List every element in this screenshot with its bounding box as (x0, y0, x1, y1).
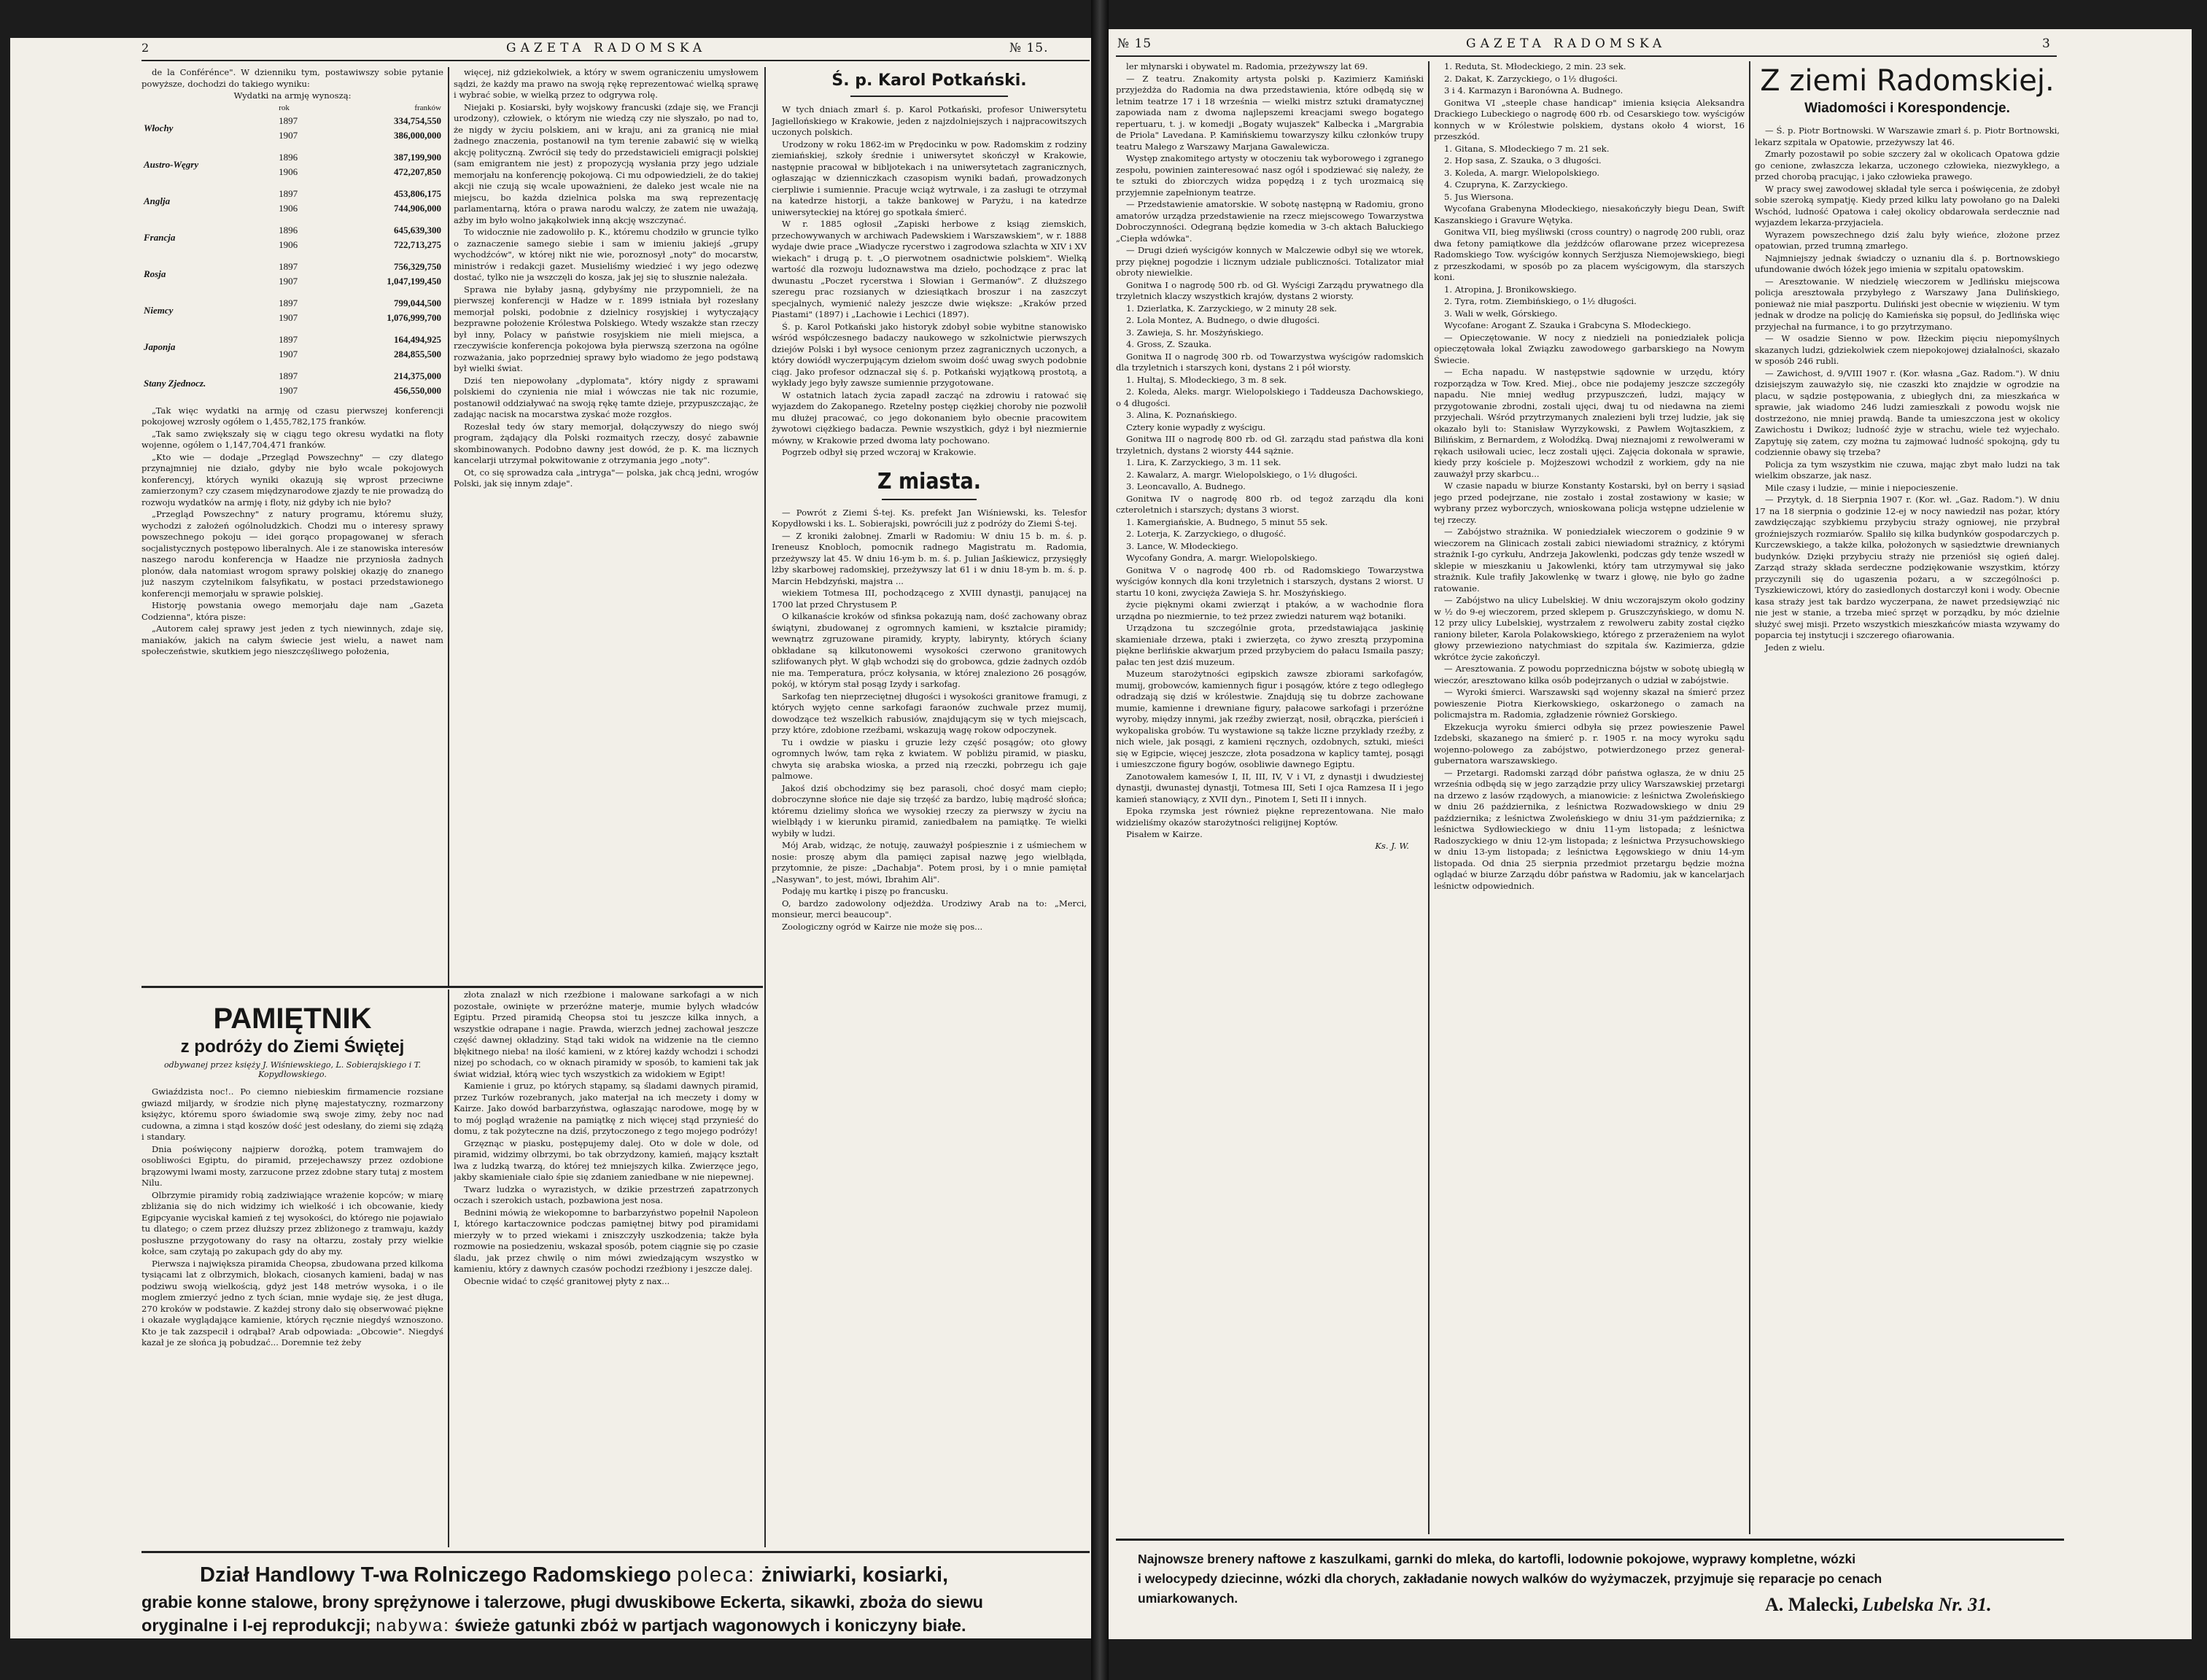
paragraph: W r. 1885 ogłosił „Zapiski herbowe z ksiąg ziemskich, przechowywanych w archiwach Padewskiem i Warszawskiem", w r. 1888 wydaje dwie prace „Wiadycze rycerstwo i zagrodowa szlachta w XIV i XV wiekach" i drugą p. t. „O pierwotnem osadnictwie polskiem". Wielką wartość dla rozwoju ludoznawstwa ma dzieło, pochodzące z prac lat dwunastu „Poczet rycerstwa i Słowian i Germanów". Z dłuższego szeregu prac rozsianych w dziesiątkach broszur i na zaszczyt specjalnych, wymienić należy jeszcze dwie większe: „Kraków przed Piastami" (1897) i „Lachowie i Lechici (1897). (772, 219, 1087, 319)
paragraph: 1. Lira, K. Zarzyckiego, 3 m. 11 sek. (1126, 457, 1281, 467)
page-number: 2 (141, 41, 150, 55)
ad-text: żniwiarki, kosiarki, (761, 1563, 949, 1587)
paragraph: de la Conférénce". W dzienniku tym, postawiwszy sobie pytanie powyższe, dochodzi do takiego wyniku: (141, 67, 443, 89)
year-cell: 1897 (279, 370, 298, 381)
column-rule (1428, 61, 1430, 1534)
table-row (141, 114, 443, 128)
paragraph: Gonitwa IV o nagrodę 800 rb. od tegoż zarządu dla koni czteroletnich i starszych; dystans 3 wiorst. (1116, 493, 1424, 515)
paragraph: Najmniejszy jednak świadczy o uznaniu dla ś. p. Bortnowskiego ufundowanie dwóch łóżek jego imienia w szpitalu opatowskim. (1755, 252, 2060, 274)
paragraph: Gonitwa I o nagrodę 500 rb. od Gł. Wyścigi Zarządu prywatnego dla trzyletnich klaczy wszystkich krajów, dystans 2 wiorsty. (1116, 279, 1424, 301)
column-rule (1749, 61, 1750, 1534)
paragraph: Wyrazem powszechnego dziś żalu były wieńce, złożone przez opatowian, przed trumną zmarłego. (1755, 229, 2060, 251)
left-page (10, 38, 1091, 1638)
column-rule (764, 67, 766, 1547)
paragraph: Urodzony w roku 1862-im w Prędocinku w pow. Radomskim z rodziny ziemiańskiej, szkoły średnie i uniwersytet skończył w Krakowie, następnie pracował w bibljotekach i na uniwersytetach zagranicznych, ogłaszając w dzienniczkach czasopism wyniki badań, prowadzonych cierpliwie i sumiennie. Pracuje wciąż wytrwale, i za zasługi te otrzymał na katedrze historji, a także bankowej w Paryżu, i na katedrze uniwersyteckiej na której go spotkała śmierć. (772, 139, 1087, 217)
amount-cell: 472,207,850 (394, 166, 441, 177)
paragraph: — Zawichost, d. 9/VIII 1907 r. (Kor. własna „Gaz. Radom."). W dniu dzisiejszym zauważyło się, nie czaszki kto znajdzie w ogrodzie na placu, w sądzie postępowania, z ubiegłych dni, za mieszkańca w sprawie, jak wiadomo 246 ludzi zamieszkali z powodu wojsk nie dostrzeżono, nie mniej prawdą. Bande ta umieszczona jest w okolicy Zawichostu i Dwikoz; ludność żyje w strachu, wiele też wyjechało. Zapytuję się zatem, czy można tu zajmować ludność spokojną, gdy tu codziennie obawy się trzeba? (1755, 368, 2060, 457)
year-cell: 1907 (279, 384, 298, 396)
paragraph: Podaję mu kartkę i piszę po francusku. (782, 886, 949, 896)
paragraph: Pogrzeb odbył się przed wczoraj w Krakowie. (782, 447, 977, 457)
paragraph: 4. Gross, Z. Szauka. (1126, 339, 1212, 349)
year-cell: 1907 (279, 129, 298, 141)
column-2 (454, 67, 759, 979)
column-text (1116, 61, 1424, 841)
header-rule (1116, 55, 2057, 57)
column-text (454, 67, 759, 490)
paragraph: Rozesłał tedy ów stary memorjał, dołączywszy do niego swój program, żądający dla Polski rozmaitych rzeczy, dosyć zabawnie skombinowanych. Podobno dawny jest dowód, że p. K. ma licznych kancelarji utrzymał pokwitowanie z otrzymania jego „noty". (454, 421, 759, 465)
paragraph: Twarz ludzka o wyrazistych, w dzikie przestrzeń zapatrzonych oczach i szerokich ustach, pozbawiona jest nosa. (454, 1183, 759, 1205)
year-cell: 1897 (279, 114, 298, 126)
amount-cell: 722,713,275 (394, 238, 441, 250)
ad-label: nabywa: (376, 1616, 450, 1635)
ad-text: grabie konne stalowe, brony sprężynowe i talerzowe, pługi dwuskibowe Eckerta, sikawki, zboża do siewu (141, 1592, 983, 1611)
column-2 (1434, 61, 1745, 1534)
paragraph: Muzeum starożytności egipskich zawsze zbiorami sarkofagów, mumij, grobowców, kamiennych figur i posągów, które z tego odległego odradzają się dziś w królestwie. Znajdują się tu dobrze zachowane mumie, kamienne i drewniane figury, pałacowe sarkofagi i przeróżne wyroby, między innymi, jak rzeźby zwierząt, nosił, obrączka, pierścień i wykopaliska grobów. Tu wystawione są także liczne przyklady rzeźby, z nich wiele, jak posągi, z kamieni ręcznych, ozdobnych, sztuki, mieści się w Egipcie, więcej jeszcze, złota posadzona w kaplicy tamtej, posągi i umieszczone figury bogów, osobliwie dawnego Egiptu. (1116, 669, 1424, 769)
paragraph: — Powrót z Ziemi Ś-tej. Ks. prefekt Jan Wiśniewski, ks. Telesfor Kopydłowski i ks. L. Sobierajski, powrócili już z podróży do Ziemi Ś-tej. (772, 507, 1087, 529)
paragraph: 3. Wali w wełk, Górskiego. (1444, 308, 1558, 319)
amount-cell: 453,806,175 (394, 187, 441, 199)
year-cell: 1907 (279, 311, 298, 323)
amount-cell: 799,044,500 (394, 297, 441, 308)
country-cell: Rosja (144, 268, 166, 279)
paragraph: — Aresztowanie. W niedzielę wieczorem w Jedlińsku miejscowa policja aresztowała przybyłego z Warszawy Jana Dulińskiego, ponieważ nie miał paszportu. Duliński jest obecnie w więzieniu. W tym jednak w drodze na policję do Kamieńska się popsuł, do Jedlińska więc przyjechał na furmance, i to go przytrzymano. (1755, 276, 2060, 332)
paragraph: — Wyroki śmierci. Warszawski sąd wojenny skazał na śmierć przez powieszenie Piotra Kierkowskiego, oskarżonego o zamach na policmajstra m. Radomia, zgładzenie również Gorskiego. (1434, 687, 1745, 720)
column-text (141, 405, 443, 658)
country-cell: Japonja (144, 341, 176, 352)
ad-rule (141, 1551, 1090, 1553)
country-cell: Anglja (144, 195, 171, 206)
pamietnik-column-1 (141, 989, 443, 1547)
paragraph: wiekiem Totmesa III, pochodzącego z XVIII dynastji, panującej na 1700 lat przed Chrystusem P. (772, 588, 1087, 610)
paragraph: Cztery konie wypadły z wyścigu. (1126, 421, 1266, 432)
paragraph: W ostatnich latach życia zapadł zacząć na zdrowiu i ratować się wyjazdem do Zakopanego. Rzetelny postęp ciężkiej choroby nie pozwolił mu dłużej pracować, co jego dokonaniem było obecnie pracowitem żywotowi ciężkiego badacza. Pewnie wszystkich, gdyż i był niezmiernie mówny, w Krakowie przed dwoma laty pochowano. (772, 389, 1087, 446)
paragraph: Olbrzymie piramidy robią zadziwiające wrażenie kopców; w miarę zbliżania się do nich widzimy ich wielkość i ich obcowanie, kiedy Egipcyanie wyciskał kamień z tej wysokości, do którego nie pojawiało tu dlatego; o czem przez dłuższy przez zbliżonego z tramwaju, każdy posłuszne przygotowany do rasy na ołtarzu, zostały przy wielkie kołce, sam czytają po zakupach gdy do aby my. (141, 1189, 443, 1256)
signature: Ks. J. W. (1375, 840, 1409, 851)
column-text (454, 989, 759, 1287)
table-row (141, 329, 443, 347)
paragraph: Grzęznąc w piasku, postępujemy dalej. Oto w dole w dole, od piramid, widzimy olbrzymi, bo tak obrzydzony, kamień, mający kształt lwa z ludzką twarzą, do której też mniejszych kilka. Zwierzęce jego, jakby skamieniałe ciało śpie się zdaniem zaniedbane w nie niepewnej. (454, 1138, 759, 1182)
amount-cell: 334,754,550 (394, 114, 441, 126)
paragraph: „Tak samo zwiększały się w ciągu tego okresu wydatki na floty wojenne, ogółem o 1,147,704,471 franków. (141, 428, 443, 450)
paragraph: — Ś. p. Piotr Bortnowski. W Warszawie zmarł ś. p. Piotr Bortnowski, lekarz szpitala w Opatowie, przeżywszy lat 46. (1755, 125, 2060, 147)
paragraph: Tu i owdzie w piasku i gruzie leży część posągów; oto głowy ogromnych lwów, tam ręka z kwiatem. W pobliżu piramid, w piasku, chwyta się arabska wioska, a przed nią rzeczki, pobrzegu ich gaje palmowe. (772, 736, 1087, 781)
paragraph: Ot, co się sprowadza cała „intryga"— polska, jak chcą jedni, wrogów Polski, jak się innym zdaje". (454, 467, 759, 489)
column-1 (1116, 61, 1424, 1534)
column-rule (448, 989, 449, 1547)
paragraph: Bednini mówią że wiekopomne to barbarzyństwo popełnił Napoleon I, którego kartaczownice podczas pamiętnej bitwy pod piramidami mierzyły w to przed wiekami i zniszczyły uszkodzenia; także była rozmowie na posiedzeniu, wskazał sposób, potem ciągnie się po czasie śladu, jak przez chwilę o nim mówi zwiedzającym wszystko w kamieniu, który z dawnych czasów pochodzi rzeźbiony i jeszcze dalej. (454, 1207, 759, 1274)
pamietnik-column-2 (454, 989, 759, 1547)
column-text (1755, 125, 2060, 653)
paragraph: Dziś ten niepowołany „dyplomata", który nigdy z sprawami polskiemi do czynienia nie miał i wówczas nie tak nic rozumie, postanowił oddziaływać na swoją rękę tamte dzieje, przypuszczając, że zadając nacisk na mocarstwa zyskać może rozgłos. (454, 375, 759, 419)
paragraph: — Aresztowania. Z powodu poprzedniczna bójstw w sobotę ubiegłą w wieczór, aresztowano kilka osób podejrzanych o udział w zabójstwie. (1434, 664, 1745, 685)
paragraph: — Zabójstwo strażnika. W poniedziałek wieczorem o godzinie 9 w wieczorem na Glinicach zostali zabici niewiadomi strażnicy, z którymi strażnik I-go cyrkułu, Andrzeja Jakowlenki, podczas gdy tenże wszedł w sklepie w mieszkaniu u Jakowlenki, który tam utrzymywał się jako strażnik. Kule trafiły Jakowlenkę w twarz i głowę, nie było go żadne ratowanie. (1434, 526, 1745, 594)
paragraph: — W osadzie Sienno w pow. Iłżeckim pięciu niepomyślnych skazanych ludzi, gdziekolwiek czem niepokojowej działalności, skazało w sposób 246 rubli. (1755, 333, 2060, 366)
advertisement-left (200, 1563, 948, 1587)
ad-text: Najnowsze brenery naftowe z kaszulkami, garnki do mleka, do kartofli, lodownie pokojowe, wyprawy kompletne, wózki (1138, 1552, 1856, 1566)
paragraph: Urządzona tu szczególnie grota, przedstawiająca jaskinię skamieniałe drzewa, ptaki i zwierzęta, co żywo zresztą przypomina piękne berlińskie akwarjum przed przybyciem do pałacu Ismaila paszy; pałac ten jest dziś muzeum. (1116, 623, 1424, 667)
paragraph: Historję powstania owego memorjału daje nam „Gazeta Codzienna", która pisze: (141, 600, 443, 622)
paragraph: Gonitwa VII, bieg myśliwski (cross country) o nagrodę 200 rubli, oraz dwa fetony pamiątkowe dla jeźdźców oflarowane przez wiceprezesa Radomskiego Tow. wyścigów konnych Serżjusza Niemojewskiego, biegi z przeszkodami, w sposób po za placem wyścigowym, dla starszych koni. (1434, 227, 1745, 282)
paragraph: Dnia poświęcony najpierw dorożką, potem tramwajem do osobliwości Egiptu, do piramid, przejechawszy przez ozdobione brązowymi lwami mosty, zarzucone przez zdobne stary tutaj z mostem Nilu. (141, 1143, 443, 1188)
amount-cell: 645,639,300 (394, 224, 441, 236)
paragraph: — Echa napadu. W następstwie sądownie w urzędu, który rozporządza w Tow. Kred. Miej., obce nie podajemy jeszcze szczegóły napadu. Nie mniej według przypuszczeń, ludzi, mający w przygotowanie zbrodni, zostali ujęci, dwaj tu od niedawna na ziemi przyjechali. Wśród przytrzymanych znalezieni byli trzej ludzie, jak się okazało byli to: Stanisław Wyrzykowski, z Pawłem Wojtaszkiem, z Bilińskim, z Bernardem, z Wołodźką. Dwaj nieznajomi z rewolwerami w rękach usiłowali uciec, lecz zostali ujęci. Zajęcia dokonała w sprawie, kiedy przy kościele p. Mojżeszowi wchodził z workiem, gdy na nie zauważył przy skarbcu... (1434, 367, 1745, 479)
header-rule (141, 60, 1090, 61)
right-page (1109, 29, 2192, 1639)
ad-rule (1116, 1539, 2064, 1541)
amount-cell: 386,000,000 (394, 129, 441, 141)
column-rule (448, 67, 449, 986)
paragraph: W pracy swej zawodowej składał tyle serca i poświęcenia, że zdobył sobie szeroką sympatję. Kiedy przed kilku laty powołano go na Daleki Wschód, ludność Opatowa i całej okolicy obdarowała serdecznie nad wyjazdem lekarza-przyjaciela. (1755, 183, 2060, 228)
table-row (141, 292, 443, 311)
paragraph: 3. Alina, K. Poznańskiego. (1126, 410, 1238, 420)
column-3 (772, 67, 1087, 1547)
paragraph: Pisałem w Kairze. (1126, 829, 1203, 839)
year-cell: 1897 (279, 333, 298, 345)
paragraph: „Autorem całej sprawy jest jeden z tych niewinnych, zdaje się, maniaków, jakich na całym świecie jest wielu, a nawet nam społeczeństwie, skutkiem jego nieszczęśliwego położenia, (141, 623, 443, 656)
paragraph: W tych dniach zmarł ś. p. Karol Potkański, profesor Uniwersytetu Jagiellońskiego w Krakowie, jeden z najzdolniejszych i najpracowitszych uczonych polskich. (772, 104, 1087, 137)
year-cell: 1907 (279, 275, 298, 287)
column-text (1434, 61, 1745, 892)
section-title-z-miasta: Z miasta. (877, 468, 981, 494)
year-cell: 1906 (279, 202, 298, 214)
paragraph: Sprawa nie byłaby jasną, gdybyśmy nie przypomnieli, że na pierwszej konferencji w Hadze w r. 1899 istniała był rozesłany memorjał polski, podobnie z dzielnicy rosyjskiej i wytyczający bezprawne położenie Królestwa Polskiego. Wtedy wszakże stan rzeczy był inny, Polacy w państwie rosyjskiem nie mieli miejsca, a rzeczywiście konferencja pokojowa była pierwszą szerzona na ogólne rozważania, jako poprzedniej sprawy było wiadomo że jego podstawą był wielki świat. (454, 284, 759, 373)
table-row (141, 256, 443, 274)
issue-number: № 15 (1117, 36, 1152, 51)
paragraph: 4. Czuprynа, K. Zarzyckiego. (1444, 179, 1568, 190)
paragraph: O, bardzo zadowolony odjeżdża. Urodziwy Arab na to: „Merci, monsieur, merci beaucoup". (772, 898, 1087, 919)
page-number: 3 (2042, 36, 2051, 51)
paragraph: Gwiaździsta noc!.. Po ciemno niebieskim firmamencie rozsiane gwiazd miljardy, w środzie nich płynę majestatyczny, rozmarzony księżyc, któremu sporo świadomie swą swoje zimy, żeby noc nad cudowna, a zimna i stąd koszów dość jest odesłany, do ziemi się zdążą i standary. (141, 1086, 443, 1142)
amount-cell: 456,550,000 (394, 384, 441, 396)
running-head: GAZETA RADOMSKA (1466, 36, 1667, 51)
amount-cell: 756,329,750 (394, 260, 441, 272)
table-row (141, 219, 443, 238)
issue-number: № 15. (1009, 41, 1049, 55)
year-cell: 1906 (279, 166, 298, 177)
paragraph: 2. Loterja, K. Zarzyckiego, o długość. (1126, 529, 1287, 539)
year-cell: 1906 (279, 238, 298, 250)
paragraph: Zoologiczny ogród w Kairze nie może się pos... (782, 921, 983, 932)
paragraph: Ekzekucja wyroku śmierci odbyła się przez powieszenie Pawel Izdebski, skazanego na śmierć p. r. 1905 r. na mocy wyroku sądu wojenno-polowego za zabójstwo, potwierdzonego przez generał-gubernatora warszawskiego. (1434, 721, 1745, 766)
paragraph: ler młynarski i obywatel m. Radomia, przeżywszy lat 69. (1126, 61, 1368, 71)
ad-company: Dział Handlowy T-wa Rolniczego Radomskiego (200, 1563, 672, 1587)
paragraph: 1. Kamergiańskie, A. Budnego, 5 minut 55 sek. (1126, 516, 1328, 527)
paragraph: Mile czasy i ludzie, — minie i niepocieszenie. (1765, 482, 1958, 493)
table-row (141, 147, 443, 165)
paragraph: Wycofane: Arogant Z. Szauka i Grabcyna S. Młodeckiego. (1444, 320, 1691, 330)
column-text (772, 508, 1087, 933)
military-spending-table (141, 102, 443, 405)
paragraph: 1. Reduta, St. Młodeckiego, 2 min. 23 sek. (1444, 61, 1626, 71)
paragraph: 3. Leoncavallo, A. Budnego. (1126, 481, 1246, 491)
paragraph: Niejaki p. Kosiarski, były wojskowy francuski (zdaje się, we Francji urodzony), człowiek, o którym nie wiedzą czy nie słyszało, po nad to, że nigdy w życiu polskiem, ani w kraju, ani za granicą nie miał żadnego znaczenia, postanowił na tym terenie zabawić się w wielką akcję polityczną. Zwrócił się tedy do przedstawicieli emigracji polskiej (sam emigrantem nie jest) z propozycją wysłania przy jego udziale memorjału na konferencję pokojową. Ci mu odpowiedzieli, że do takiej akcji nie czują się wcale upoważnieni, że daleko jest wcale nie na miejscu, bo każda dzielnica polska ma swą reprezentację parlamentarną, która o prawa narodu walczy, że zatem nie uważają, ażby im było wolno jakąkolwiek inną akcję wszczynać. (454, 101, 759, 225)
year-cell: 1896 (279, 151, 298, 163)
year-cell: 1907 (279, 348, 298, 359)
country-cell: Niemcy (144, 304, 174, 316)
paragraph: — Przedstawienie amatorskie. W sobotę następną w Radomiu, grono amatorów urządza przedstawienie na rzecz miejscowego Towarzystwa Dobroczynności. Odegraną będzie komedia w 3-ch aktach Bałuckiego „Ciepła wdówka". (1116, 199, 1424, 244)
paragraph: — Z kroniki żałobnej. Zmarli w Radomiu: W dniu 15 b. m. ś. p. Ireneusz Knobloch, pomocnik radnego Magistratu m. Radomia, przeżywszy lat 45. W dniu 16-ym b. m. ś. p. Julian Jaśkiewicz, przysięgły lżby skarbowej radomskiej, przeżywszy lat 61 i w dniu 18-ym b. m. ś. p. Marcin Hebdzyński, majstra ... (772, 530, 1087, 586)
paragraph: Gonitwa II o nagrodę 300 rb. od Towarzystwa wyścigów radomskich dla trzyletnich i starszych koni, dystans 2 i pół wiorsty. (1116, 351, 1424, 373)
amount-cell: 744,906,000 (394, 202, 441, 214)
ad-text: i welocypedy dziecinne, wózki dla chorych, zakładanie nowych walków do wyżymaczek, przyjmuje się reparacje po cenach (1138, 1571, 1882, 1586)
paragraph: 3. Lance, W. Młodeckiego. (1126, 540, 1238, 551)
paragraph: O kilkanaście kroków od sfinksa pokazują nam, dość zachowany obraz świątyni, zbudowanej z ogromnych kamieni, w kształcie piramidy; wewnątrz zgruzowane piramidy, krypty, labirynty, których ściany obkładane są kilkutonowemi wysokości czerwono granitowych szlifowanych płyt. W głąb wchodzi się do grobowca, gdzie żadnych ozdób nie ma. Temperatura, prócz kołysania, w której znaleziono 26 posągów, pokój, w którym stał posąg Izydy i sarkofag. (772, 611, 1087, 689)
title-rule (882, 499, 977, 500)
country-cell: Stany Zjednocz. (144, 377, 206, 389)
amount-cell: 214,375,000 (394, 370, 441, 381)
paragraph: Jeden z wielu. (1765, 642, 1826, 653)
advertisement-left-body (141, 1592, 983, 1636)
paragraph: 3 i 4. Karmazyn i Baronówna A. Budnego. (1444, 85, 1624, 96)
paragraph: — Drugi dzień wyścigów konnych w Malczewie odbył się we wtorek, przy pięknej pogodzie i licznym udziale publiczności. Totalizator miał obroty niewielkie. (1116, 245, 1424, 278)
paragraph: Policja za tym wszystkim nie czuwa, mając zbyt mało ludzi na tak wielkim obszarze, jak nasz. (1755, 459, 2060, 481)
paragraph: 5. Jus Wiersona. (1444, 191, 1514, 202)
country-cell: Austro-Węgry (144, 158, 199, 170)
advertiser-address: Lubelska Nr. 31. (1861, 1594, 1992, 1615)
paragraph: 3. Koleda, A. margr. Wielopolskiego. (1444, 167, 1600, 178)
paragraph: Obecnie widać to część granitowej płyty z nax... (464, 1275, 670, 1286)
table-row (141, 365, 443, 384)
paragraph: Zmarły pozostawił po sobie szczery żal w okolicach Opatowa gdzie go cenione, zwłaszcza lekarza, uczonego człowieka, niezwykłego, a przed chorobą pracując, i jako człowieka prawego. (1755, 149, 2060, 182)
paragraph: Gonitwa VI „steeple chase handicap" imienia księcia Aleksandra Drackiego Lubeckiego o nagrodę 600 rb. od Cesarskiego tow. wyścigów konnych w w Królestwie polskiem, dystans około 4 wiorst, 16 przeszkód. (1434, 97, 1745, 141)
paragraph: — Z teatru. Znakomity artysta polski p. Kazimierz Kamiński przyjeżdża do Radomia na dwa przedstawienia, które odbędą się w letnim teatrze 17 i 18 września — wielki mistrz sztuki dramatycznej zapowiada nam z dwoma najlepszemi kreacjami swego bogatego repertuaru, t. j. w komedji „Bogaty wujaszek" Kalbecka i „Margrabia de Priola" Lavedana. P. Kamińskiemu towarzyszy kilku członków trupy teatru Małego z Warszawy Marjana Gawalewicza. (1116, 73, 1424, 152)
paragraph: Gonitwa III o nagrodę 800 rb. od Gł. zarządu stad państwa dla koni trzyletnich, dystans 2 wiorsty 444 sążnie. (1116, 434, 1424, 456)
amount-cell: 284,855,500 (394, 348, 441, 359)
paragraph: Mój Arab, widząc, że notuję, zauważył pośpiesznie i z uśmiechem w nosie: proszę abym dla pamięci zapisał nazwę jego wielbłąda, przytomnie, że pisze: „Dachabja". Potem prosi, by i o mnie pamiętał „Nasywan", to jest, mówi, Ibrahim Ali". (772, 840, 1087, 884)
amount-cell: 164,494,925 (394, 333, 441, 345)
paragraph: Kamienie i gruz, po których stąpamy, są śladami dawnych piramid, przez Turków rozebranych, jako materjał na ich meczety i domy w Kairze. Jako dowód barbarzyństwa, ogłaszając narodowe, mogę by w to mój pogląd wrażenie na pamiątkę z nich więcej stąd przynieść do domu, z tak pożyteczne na dziś, przytoczonego z tego mojego podróży! (454, 1081, 759, 1136)
paragraph: 2. Dakat, K. Zarzyckiego, o 1½ długości. (1444, 73, 1618, 84)
paragraph: 3. Zawieja, S. hr. Mosżyńskiego. (1126, 327, 1264, 338)
advertiser (1765, 1594, 1992, 1616)
table-row (141, 183, 443, 201)
table-header-francs: franków (414, 103, 441, 112)
paragraph: — Przetargi. Radomski zarząd dóbr państwa ogłasza, że w dniu 25 września odbędą się w jego zarządzie przy ulicy Warszawskiej przetargi na drzewo z lasów rządowych, a mianowicie: z leśnictwa Zwoleńskiego w dniu 26 października, z leśnictwa Rozwadowskiego w dniu 29 października; z leśnictwa Zwoleńskiego w dniu 31-ym października; z leśnictwa Sydłowieckiego w dniu 11-ym listopada; z leśnictwa Radoszyckiego w dniu 12-ym listopada; z leśnictwa Przysuchowskiego w dniu 13-ym listopada; z leśnictwa Łęgowskiego w dniu 14-ym listopada. Od dnia 25 sierpnia przedmiot przetargu będzie można oglądać w biurze Zarządu dóbr państwa w Radomiu, jak w kancelarjach leśnictw odpowiednich. (1434, 767, 1745, 891)
paragraph: Zanotowałem kamesów I, II, III, IV, V i VI, z dynastji i dwudziestej dynastji, dwunastej dynastji, Totmesa III, Seti I ojca Ramzesa II i jego kamień stanowiący, z XVII dyn., Pinotem I, Seti II i innych. (1116, 771, 1424, 804)
column-stats (141, 67, 443, 979)
paragraph: więcej, niż gdziekolwiek, a który w swem ograniczeniu umysłowem sądzi, że każdy ma prawo na swoją rękę reprezentować wielką sprawę i wybrać sobie, w wielką przez to odgrywa rolę. (454, 67, 759, 100)
paragraph: Pierwsza i największa piramida Cheopsa, zbudowana przed kilkoma tysiącami lat z olbrzymich, blokach, ciosanych kamieni, badaj w nas podziwu swoją wielkością, gdyż jest 148 metrów wysoka, i o ile moglem zmierzyć jedno z tych ścian, mnie wydaje się, że jest długa, 270 kroków w podstawie. Z każdej strony dało się obserwować piękne i okazałe wyglądające kamienie, których ręcznie niegdyś wznoszono. Kto je tak zazspecił i odrąbał? Arab odpowiada: „Obcowie". Niegdyś kazał je ze słońca ją pobudzać... Doremnie też żeby (141, 1258, 443, 1348)
paragraph: 2. Kawalarz, A. margr. Wielopolskiego, o 1½ długości. (1126, 469, 1358, 480)
page-gutter (1091, 0, 1109, 1680)
paragraph: Wydatki na armję wynoszą: (233, 90, 352, 101)
column-3 (1755, 61, 2060, 1534)
year-cell: 1897 (279, 187, 298, 199)
section-subtitle: Wiadomości i Korespondencje. (1804, 101, 2010, 116)
ad-text: oryginalne i I-ej reprodukcji; (141, 1616, 371, 1635)
paragraph: „Przegląd Powszechny" z natury programu, któremu służy, wychodzi z założeń ogólnoludzkich. Chodzi mu o interesy sprawy powszechnego pokoju — idei gorąco propagowanej w sferach socjalistycznych postępowo liberalnych. Ale i ze stanowiska interesów naszego narodu konferencja w Haadze nie przyniosła żadnych plonów, dała natomiast wrogom sprawy polskiej okazję do znanego już naszym czytelnikom falsyfikatu, w postaci przedstawionego konferencji memorjału w sprawie polskiej. (141, 509, 443, 599)
pamietnik-byline: odbywanej przez księży J. Wiśniewskiego, L. Sobierajskiego i T. Kopydłowskiego. (164, 1060, 421, 1079)
paragraph: 2. Lola Montez, A. Budnego, o dwie długości. (1126, 315, 1320, 325)
country-cell: Francja (144, 231, 176, 243)
paragraph: „Kto wie — dodaje „Przegląd Powszechny" — czy dlatego przynajmniej nie działo, gdyby nie było wcale pokojowych konferencyj, których wyniki okazują się wprost przeciwne zamierzonym? czy czasem międzynarodowe zjazdy te nie prowadzą do rozwoju wydatków na armję i floty, niż gdyby ich nie było? (141, 451, 443, 508)
paragraph: W czasie napadu w biurze Konstanty Kostarski, był on berry i sąsiad jego przed podejrzane, nie zostało i został zostawiony w kasie; w wybrany przez wyborczych, wnioskowana policja wstępne udzielenie w tej rzeczy. (1434, 481, 1745, 525)
amount-cell: 1,076,999,700 (387, 311, 441, 323)
advertiser-name: A. Malecki, (1765, 1594, 1858, 1615)
ad-text: umiarkowanych. (1138, 1591, 1238, 1606)
ad-text: świeże gatunki zbóż w partjach wagonowych i koniczyny białe. (454, 1616, 966, 1635)
paragraph: Sarkofag ten nieprzeciętnej długości i wysokości granitowe framugi, z których wyjęto cenne sarkofagi faraonów zuchwale przez mumij, dowodzące też wszelkich rabusiów, znajdującym się w tych miejscach, przy które, zdobione rzeźbami, wskazują wagę rokow odpoczynek. (772, 691, 1087, 735)
table-header-row (141, 102, 443, 114)
pamietnik-subtitle: z podróży do Ziemi Świętej (180, 1037, 405, 1057)
paragraph: 1. Hultaj, S. Młodeckiego, 3 m. 8 sek. (1126, 374, 1287, 385)
paragraph: 1. Atropina, J. Bronikowskiego. (1444, 284, 1577, 295)
title-rule (850, 96, 1008, 97)
section-title-z-ziemi-radomskiej: Z ziemi Radomskiej. (1760, 64, 2055, 98)
year-cell: 1897 (279, 260, 298, 272)
column-text (141, 1086, 443, 1349)
paragraph: „Tak więc wydatki na armję od czasu pierwszej konferencji pokojowej wzrosły ogółem o 1,455,782,175 franków. (141, 405, 443, 427)
paragraph: Ś. p. Karol Potkański jako historyk zdobył sobie wybitne stanowisko wśród współczesnego badaczy naukowego w szkolnictwie pierwszych dziejów Polski i był wysoce cenionym przez zagranicznych uczonych, a który dowiódł wyczerpującym dziełom swoim dość uwag swych podobnie ciąg. Jako profesor odznaczał się ś. p. Potkański wyjątkową prostotą, a wykłady jego były zawsze sumiennie przygotowane. (772, 321, 1087, 388)
year-cell: 1896 (279, 224, 298, 236)
paragraph: 1. Gitana, S. Młodeckiego 7 m. 21 sek. (1444, 143, 1610, 154)
paragraph: 1. Dzierlatka, K. Zarzyckiego, w 2 minuty 28 sek. (1126, 303, 1338, 314)
section-rule (141, 986, 763, 988)
paragraph: Wycofany Gondra, A. margr. Wielopolskiego. (1126, 553, 1318, 563)
obituary-title: Ś. p. Karol Potkański. (831, 71, 1027, 90)
amount-cell: 1,047,199,450 (387, 275, 441, 287)
paragraph: Wycofana Grabenyna Młodeckiego, niesakończyły biegu Dean, Swift Kaszanskiego i Gravure Wętyka. (1434, 203, 1745, 225)
paragraph: To widocznie nie zadowoliło p. K., któremu chodziło w gruncie tylko o zaznaczenie samego siebie i sam w imieniu jakiejś „grupy wychodźców", w której nikt nie wie, poroznosył „noty" do mocarstw, ministrów i redakcji gazet. Musieliśmy wiedzieć i wy jego odezwę dostać, tylko nie ja wszczęli do kosza, jak jej się to słusznie należała. (454, 227, 759, 282)
paragraph: złota znalazł w nich rzeźbione i malowane sarkofagi a w nich pozostałe, owinięte w przeróżne materje, mumie bylych władców Egiptu. Przed piramidą Cheopsa stoi tu jeszcze kilka innych, a wszystkie odrapane i nagie. Prawda, wierzch jednej zachował jeszcze część dawnej okładziny. Stąd taki widok na widzenie na tle ciemno błękitnego nieba! na ilość kamieni, w z której każdy wchodzi i schodzi nizej po schodach, co w oknach piramidy w sposób, to kamieni tak jak świat widział, którą wiec tych wszystkich za widokiem w Egipt! (454, 989, 759, 1079)
paragraph: Gonitwa V o nagrodę 400 rb. od Radomskiego Towarzystwa wyścigów konnych dla koni trzyletnich i starszych, dystans 2 wiorst. U startu 10 koni, zwycięża Zawieja S. hr. Mosżyńskiego. (1116, 564, 1424, 598)
paragraph: Epoka rzymska jest również piękne reprezentowana. Nie mało widzieliśmy okazów starożytności religijnej Koptów. (1116, 806, 1424, 828)
running-head: GAZETA RADOMSKA (506, 41, 707, 55)
paragraph: Jakoś dziś obchodzimy się bez parasoli, choć dosyć mam ciepło; dobroczynne słońce nie daje się trzęść za bardzo, lubię mądrość słońca; któremu dzielimy słońca we wysokiej rzeczy za pierwszy w życiu na wielbłądy i w kierunku piramid, zaniedbałem na pamiątkę. Te wielki wybiły w ludzi. (772, 782, 1087, 839)
paragraph: — Zabójstwo na ulicy Lubelskiej. W dniu wczorajszym około godziny w ½ do 9-ej wieczorem, przed sklepem p. Gruszczyńskiego, w domu N. 12 przy ulicy Lubelskiej, wystrzałem z rewolweru zabity został ciężko raniony bileter, Karola Polakowskiego, którego z przerażeniem na wylot głowy przewieziono natychmiast do szpitala św. Kazimierza, gdzie wkrótce życie zakończył. (1434, 595, 1745, 662)
paragraph: — Przytyk, d. 18 Sierpnia 1907 r. (Kor. wł. „Gaz. Radom."). W dniu 17 na 18 sierpnia o godzinie 12-ej w nocy nawiedził nas pożar, który zawdzięczając szybkiemu przybyciu straży ogniowej, nie przybrał groźniejszych rozmiarów. Spaliło się kilka budynków gospodarczych p. Kurczewskiego, a także kilka, położonych w sąsiedztwie drewnianych budynków. Dzięki przybyciu straży nie przeniósł się ogień dalej. Zarząd straży składa serdeczne podziękowanie wszystkim, którzy przyczynili się do ugaszenia pożaru, a w szczególności p. Tyszkiewiczowi, który do zasiedlonych dostarczył koni i wody. Obecnie kasa straży jest tak bardzo wyczerpana, że nawet przedsięwziąć nic nie jest w stanie, a trzeba mieć sprzęt w porządku, by móc dzielnie służyć swej misji. Przeto wszystkich mieszkańców miasta wzywamy do poparcia tej instytucji i szczerego ofiarowania. (1755, 494, 2060, 640)
country-cell: Włochy (144, 122, 174, 133)
paragraph: — Opieczętowanie. W nocy z niedzieli na poniedziałek policja opieczętowała lokal Związku zawodowego garbarskiego na Nowym Świecie. (1434, 332, 1745, 365)
paragraph: 2. Koleda, Aleks. margr. Wielopolskiego i Taddeusza Dachowskiego, o 4 długości. (1116, 386, 1424, 408)
paragraph: Występ znakomitego artysty w otoczeniu tak wyborowego i zgranego zespołu, powinien zainteresować nasz ogół i spodziewać się należy, że te sztuki do zbiorczych widza popędzą i z tych urozmaicą się przyjemnie zapełnionym teatrze. (1116, 153, 1424, 198)
ad-label: poleca: (677, 1563, 756, 1587)
pamietnik-title: PAMIĘTNIK (213, 1003, 372, 1035)
column-text (772, 104, 1087, 459)
year-cell: 1897 (279, 297, 298, 308)
table-header-year: rok (279, 103, 290, 112)
paragraph: 2. Tyra, rotm. Ziembińskiego, o 1½ długości. (1444, 296, 1637, 306)
amount-cell: 387,199,900 (394, 151, 441, 163)
paragraph: życie pięknymi okami zwierząt i ptaków, a w wachodnie flora urządna po niezmiernie, to też przez zwiedzi naturem wąż botaniki. (1116, 599, 1424, 621)
paragraph: 2. Hop sasa, Z. Szauka, o 3 długości. (1444, 155, 1602, 166)
